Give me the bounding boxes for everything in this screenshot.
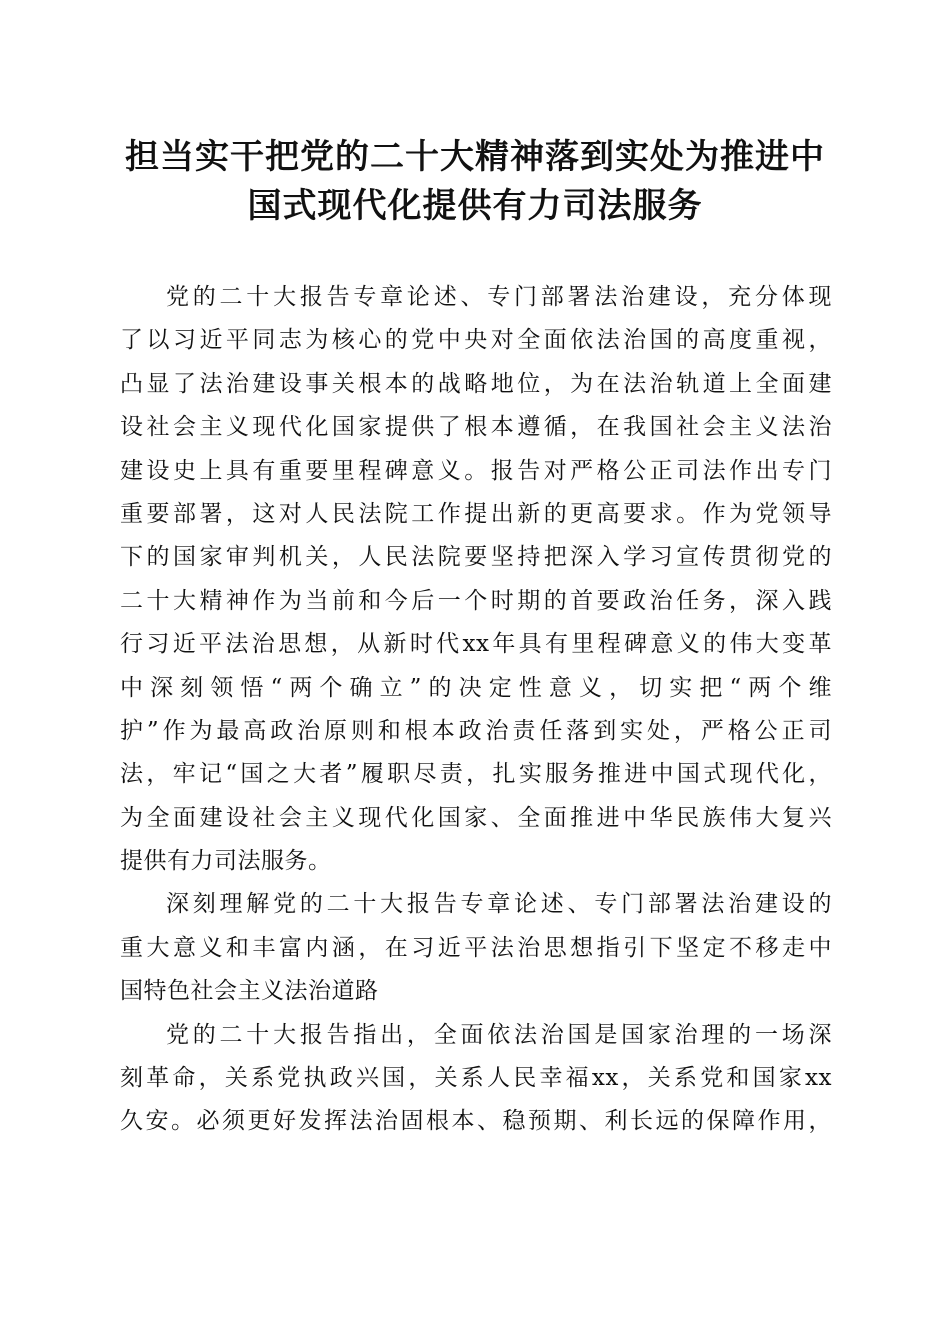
text-line: 为全面建设社会主义现代化国家、全面推进中华民族伟大复兴 xyxy=(120,804,832,831)
text-line: 二十大精神作为当前和今后一个时期的首要政治任务，深入践 xyxy=(120,587,832,614)
title-line: 国式现代化提供有力司法服务 xyxy=(247,186,703,226)
title-line: 担当实干把党的二十大精神落到实处为推进中 xyxy=(125,137,825,177)
text-line: 重要部署，这对人民法院工作提出新的更高要求。作为党领导 xyxy=(120,500,832,527)
text-line: 国特色社会主义法治道路 xyxy=(120,978,379,1005)
text-line: 深刻理解党的二十大报告专章论述、专门部署法治建设的 xyxy=(166,891,832,918)
text-line: 下的国家审判机关，人民法院要坚持把深入学习宣传贯彻党的 xyxy=(120,544,832,571)
text-line: 凸显了法治建设事关根本的战略地位，为在法治轨道上全面建 xyxy=(120,370,832,397)
text-line: 建设史上具有重要里程碑意义。报告对严格公正司法作出专门 xyxy=(120,457,832,484)
document-body xyxy=(120,276,832,1144)
text-line: 重大意义和丰富内涵，在习近平法治思想指引下坚定不移走中 xyxy=(120,934,832,961)
text-line: 久安。必须更好发挥法治固根本、稳预期、利长远的保障作用， xyxy=(120,1108,832,1135)
text-line: 中深刻领悟“两个确立”的决定性意义，切实把“两个维 xyxy=(120,674,832,701)
text-line: 刻革命，关系党执政兴国，关系人民幸福xx，关系党和国家xx xyxy=(120,1065,832,1092)
text-line: 了以习近平同志为核心的党中央对全面依法治国的高度重视， xyxy=(120,327,832,354)
text-line: 行习近平法治思想，从新时代xx年具有里程碑意义的伟大变革 xyxy=(120,631,832,658)
text-line: 党的二十大报告指出，全面依法治国是国家治理的一场深 xyxy=(166,1021,832,1048)
paragraph-1 xyxy=(120,276,832,883)
paragraph-3 xyxy=(120,1014,832,1144)
text-line: 党的二十大报告专章论述、专门部署法治建设，充分体现 xyxy=(166,284,832,310)
text-line: 设社会主义现代化国家提供了根本遵循，在我国社会主义法治 xyxy=(120,414,832,441)
paragraph-2 xyxy=(120,883,832,1013)
document-title xyxy=(100,133,850,231)
text-line: 提供有力司法服务。 xyxy=(120,848,332,875)
text-line: 护”作为最高政治原则和根本政治责任落到实处，严格公正司 xyxy=(120,717,832,744)
text-line: 法，牢记“国之大者”履职尽责，扎实服务推进中国式现代化， xyxy=(120,761,832,788)
